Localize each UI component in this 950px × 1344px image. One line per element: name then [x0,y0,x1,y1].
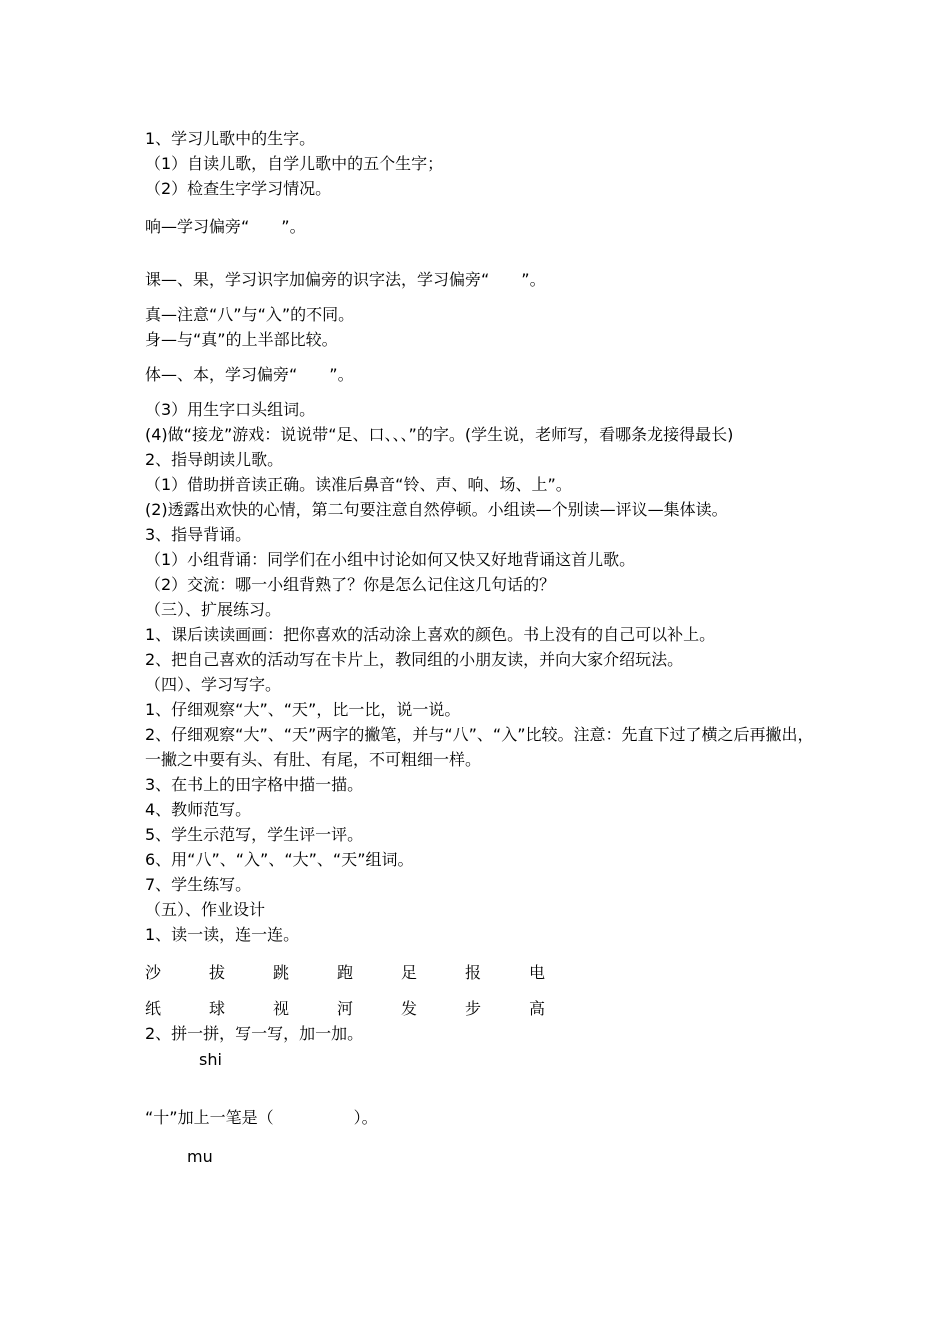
line-shi-plus-stroke: “十”加上一笔是（ ）。 [145,1108,378,1127]
writing-1: 1、仔细观察“大”、“天”，比一比，说一说。 [145,700,461,719]
char: 河 [337,999,354,1018]
step-check: （2）检查生字学习情况。 [145,179,332,198]
step-self-read: （1）自读儿歌，自学儿歌中的五个生字； [145,154,444,173]
homework-2: 2、拼一拼，写一写，加一加。 [145,1024,364,1043]
char: 足 [401,963,418,982]
line-shen: 身—与“真”的上半部比较。 [145,330,338,349]
writing-2: 2、仔细观察“大”、“天”两字的撇笔，并与“八”、“入”比较。注意：先直下过了横之后再撇出，一撇之中要有头、有肚、有尾，不可粗细一样。 [145,725,814,769]
line-xiang: 响—学习偏旁“ ”。 [145,217,306,236]
step-3: （3）用生字口头组词。 [145,400,316,419]
writing-6: 6、用“八”、“入”、“大”、“天”组词。 [145,850,414,869]
heading-recite: 3、指导背诵。 [145,525,252,544]
char: 报 [465,963,482,982]
char-row-2 [145,996,815,1021]
step-4-game: (4)做“接龙”游戏：说说带“足、口、、、”的字。(学生说，老师写，看哪条龙接得最长) [145,425,734,444]
recite-step-1: （1）小组背诵：同学们在小组中讨论如何又快又好地背诵这首儿歌。 [145,550,636,569]
line-ti: 体—、本，学习偏旁“ ”。 [145,365,354,384]
heading-writing: （四）、学习写字。 [145,675,282,694]
char: 跑 [337,963,354,982]
char: 跳 [273,963,290,982]
homework-1: 1、读一读，连一连。 [145,925,300,944]
writing-7: 7、学生练写。 [145,875,252,894]
char: 发 [401,999,418,1018]
line-zhen: 真—注意“八”与“入”的不同。 [145,305,355,324]
heading-learn-new-chars: 1、学习儿歌中的生字。 [145,129,316,148]
writing-4: 4、教师范写。 [145,800,252,819]
heading-homework: （五）、作业设计 [145,900,266,919]
line-ke: 课—、果，学习识字加偏旁的识字法，学习偏旁“ ”。 [145,270,546,289]
heading-extension: （三）、扩展练习。 [145,600,282,619]
char: 纸 [145,999,162,1018]
char: 沙 [145,963,162,982]
char: 球 [209,999,226,1018]
read-step-1: （1）借助拼音读正确。读准后鼻音“铃、声、响、场、上”。 [145,475,572,494]
char: 高 [529,999,546,1018]
pinyin-shi: shi [199,1050,222,1069]
writing-3: 3、在书上的田字格中描一描。 [145,775,364,794]
char-row-1 [145,960,815,985]
recite-step-2: （2）交流：哪一小组背熟了？你是怎么记住这几句话的？ [145,575,556,594]
read-step-2: (2)透露出欢快的心情，第二句要注意自然停顿。小组读—个别读—评议—集体读。 [145,500,728,519]
char: 电 [529,963,546,982]
char: 步 [465,999,482,1018]
extension-1: 1、课后读读画画：把你喜欢的活动涂上喜欢的颜色。书上没有的自己可以补上。 [145,625,716,644]
char: 拔 [209,963,226,982]
extension-2: 2、把自己喜欢的活动写在卡片上，教同组的小朋友读，并向大家介绍玩法。 [145,650,684,669]
char: 视 [273,999,290,1018]
writing-5: 5、学生示范写，学生评一评。 [145,825,364,844]
pinyin-mu: mu [187,1147,213,1166]
document-page [145,126,815,1169]
heading-read-aloud: 2、指导朗读儿歌。 [145,450,284,469]
